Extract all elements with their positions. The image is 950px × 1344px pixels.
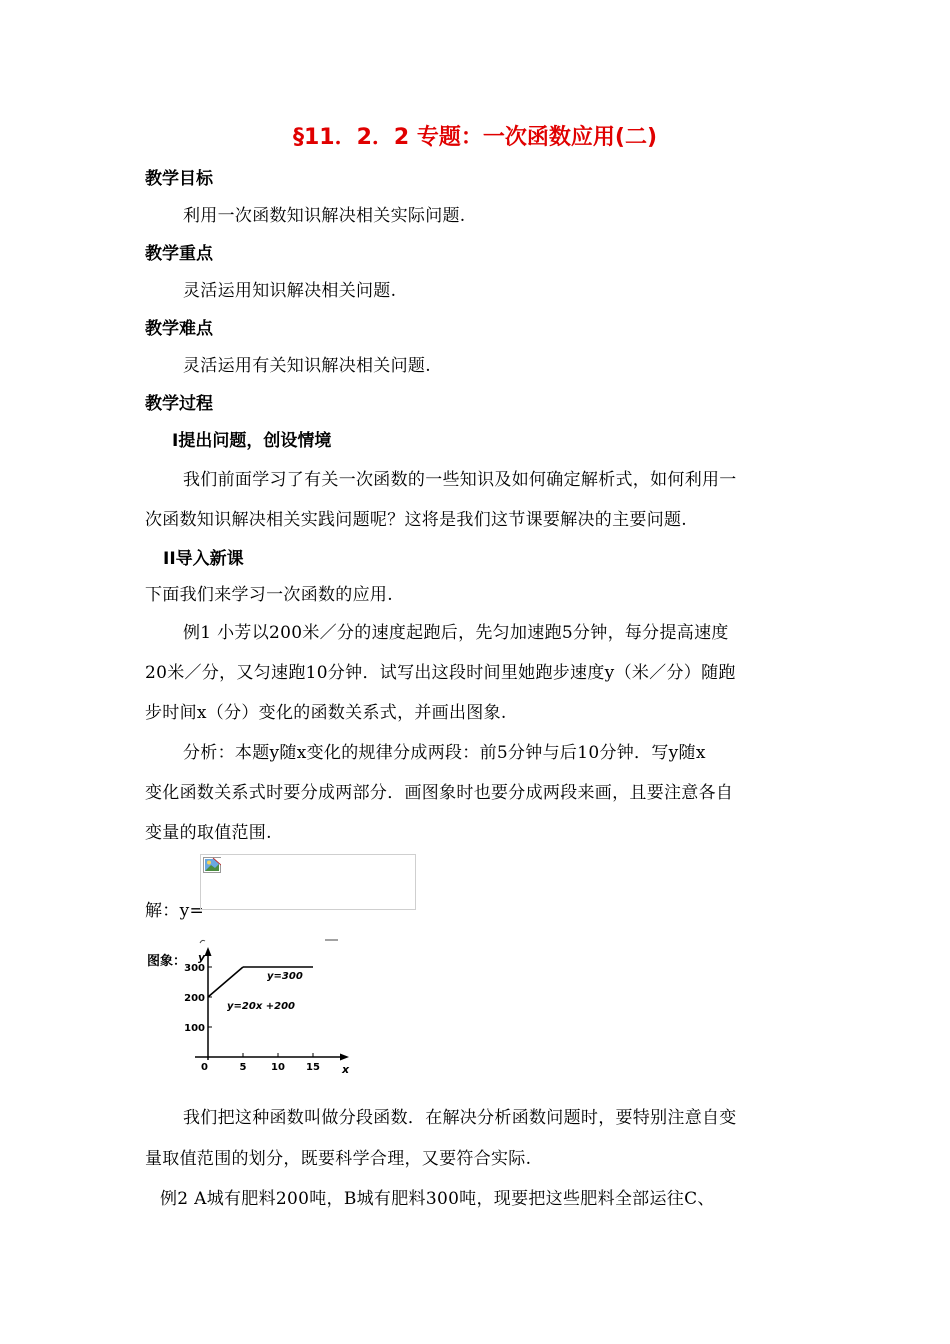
segment1-label: y=20x +200 (227, 1001, 295, 1012)
x-axis-label: x (342, 1063, 350, 1075)
goal-heading: 教学目标 (145, 169, 213, 189)
analysis-line2: 变化函数关系式时要分成两部分．画图象时也要分成两段来画，且要注意各自 (145, 783, 734, 803)
example1-line1: 例1 小芳以200米／分的速度起跑后，先匀加速跑5分钟，每分提高速度 (183, 623, 729, 643)
piecewise-function-chart (180, 935, 360, 1075)
x-tick-label: 5 (239, 1062, 247, 1073)
x-axis-arrow (340, 1054, 349, 1061)
origin-label: 0 (201, 1062, 208, 1073)
difficulty-text: 灵活运用有关知识解决相关问题. (183, 356, 431, 376)
y-axis-arrow (205, 947, 212, 956)
part1-line2: 次函数知识解决相关实践问题呢？这将是我们这节课要解决的主要问题. (145, 510, 688, 530)
part1-line1: 我们前面学习了有关一次函数的一些知识及如何确定解析式，如何利用一 (183, 470, 737, 490)
example1-line2: 20米／分，又匀速跑10分钟．试写出这段时间里她跑步速度y（米／分）随跑 (145, 663, 736, 683)
difficulty-heading: 教学难点 (145, 319, 213, 339)
broken-image-icon (203, 857, 221, 873)
solution-prefix: 解：y= (145, 901, 205, 921)
process-heading: 教学过程 (145, 394, 213, 414)
segment2-label: y=300 (267, 971, 303, 982)
y-tick-label: 200 (184, 993, 205, 1004)
series-line-1 (208, 967, 243, 997)
key-heading: 教学重点 (145, 244, 213, 264)
x-tick-label: 10 (271, 1062, 285, 1073)
y-axis-label: y (198, 951, 206, 964)
example1-line3: 步时间x（分）变化的函数关系式，并画出图象. (145, 703, 507, 723)
solution-formula-image (200, 854, 416, 910)
example2-line1: 例2 A城有肥料200吨，B城有肥料300吨，现要把这些肥料全部运往C、 (160, 1189, 715, 1209)
analysis-line1: 分析：本题y随x变化的规律分成两段：前5分钟与后10分钟．写y随x (183, 743, 706, 763)
goal-text: 利用一次函数知识解决相关实际问题. (183, 206, 466, 226)
y-tick-label: 300 (184, 963, 205, 974)
graph-label: 图象： (147, 954, 187, 969)
analysis-line3: 变量的取值范围. (145, 823, 272, 843)
key-text: 灵活运用知识解决相关问题. (183, 281, 397, 301)
part1-heading: I提出问题，创设情境 (172, 431, 332, 451)
part2-heading: II导入新课 (163, 549, 244, 569)
conclusion-line1: 我们把这种函数叫做分段函数．在解决分析函数问题时，要特别注意自变 (183, 1108, 737, 1128)
x-tick-label: 15 (306, 1062, 320, 1073)
y-tick-label: 100 (184, 1023, 205, 1034)
conclusion-line2: 量取值范围的划分，既要科学合理，又要符合实际. (145, 1149, 532, 1169)
page-title: §11．2．2 专题：一次函数应用(二) (293, 125, 657, 150)
part2-intro: 下面我们来学习一次函数的应用. (145, 585, 393, 605)
scan-artifact-mark (200, 940, 205, 943)
